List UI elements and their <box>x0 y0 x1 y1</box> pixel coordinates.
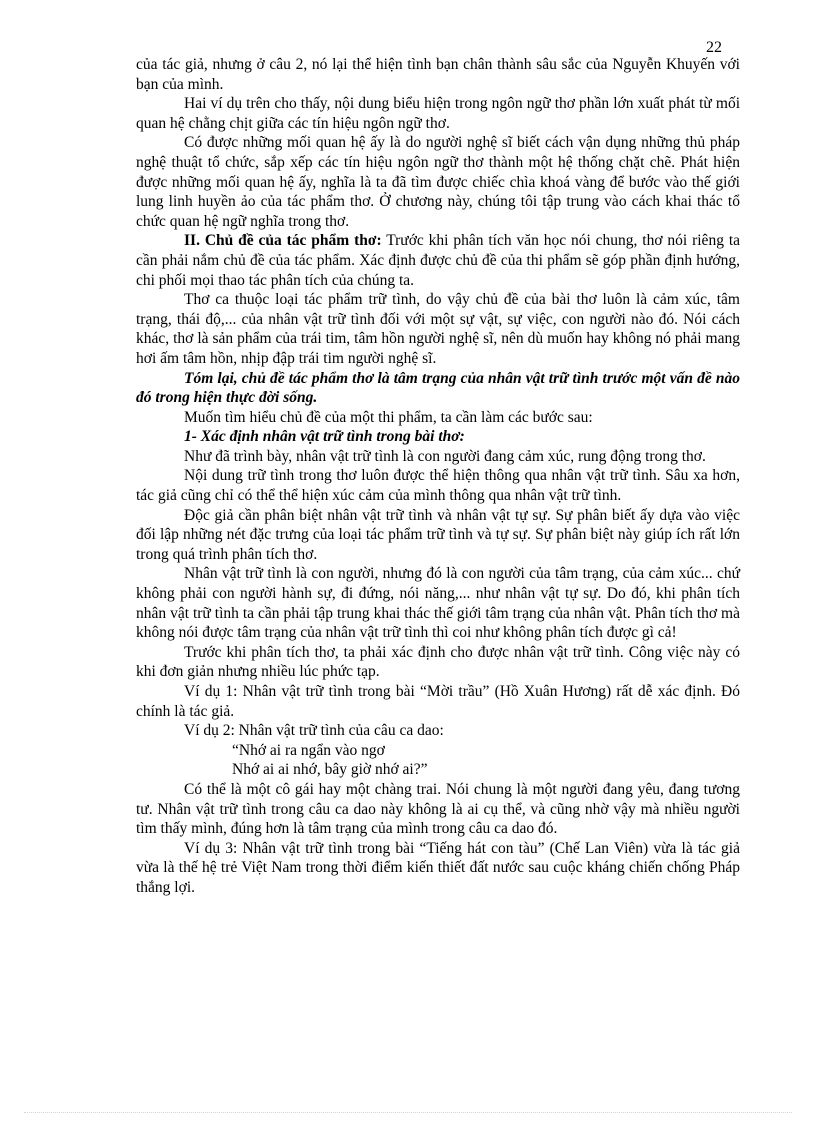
paragraph: Như đã trình bày, nhân vật trữ tình là con người đang cảm xúc, rung động trong thơ. <box>184 447 706 465</box>
page-bottom-divider <box>24 1112 792 1113</box>
verse-line: Nhớ ai ai nhớ, bây giờ nhớ ai?” <box>232 761 428 779</box>
paragraph: Hai ví dụ trên cho thấy, nội dung biểu hiện trong ngôn ngữ thơ phần lớn xuất phát từ mối quan hệ chằng chịt giữa các tín hiệu ngôn ngữ thơ. <box>136 95 740 132</box>
verse-line: “Nhớ ai ra ngẩn vào ngơ <box>232 741 385 759</box>
paragraph: Nhân vật trữ tình là con người, nhưng đó là con người của tâm trạng, của cảm xúc... chứ không phải con người hành sự, đi đứng, nói năng,... như nhân vật tự sự. Do đó, khi phân tích nhân vật trữ tình ta cần phải tập trung khai thác thế giới tâm trạng của nhân vật. Phân tích thơ mà không nói được tâm trạng của nhân vật trữ tình thì coi như không phân tích được gì cả! <box>136 565 740 642</box>
section-paragraph <box>136 231 740 290</box>
body-text <box>136 55 740 898</box>
summary-statement: Tóm lại, chủ đề tác phẩm thơ là tâm trạng của nhân vật trữ tình trước một vấn đề nào đó trong hiện thực đời sống. <box>136 369 740 407</box>
paragraph: Nội dung trữ tình trong thơ luôn được thể hiện thông qua nhân vật trữ tình. Sâu xa hơn, tác giả cũng chỉ có thể thể hiện xúc cảm của mình thông qua nhân vật trữ tình. <box>136 467 740 505</box>
page-number: 22 <box>706 39 722 56</box>
paragraph: Thơ ca thuộc loại tác phẩm trữ tình, do vậy chủ đề của bài thơ luôn là cảm xúc, tâm trạng, thái độ,... của nhân vật trữ tình đối với một sự vật, sự việc, con người nào đó. Nói cách khác, thơ là sản phẩm của trái tim, tâm hồn người nghệ sĩ, nên dù muốn hay không nó phải mang hơi ấm tâm hồn, nhịp đập trái tim người nghệ sĩ. <box>136 291 740 367</box>
paragraph: Có thể là một cô gái hay một chàng trai. Nói chung là một người đang yêu, đang tương tư. Nhân vật trữ tình trong câu ca dao này không là ai cụ thể, và cũng nhờ vậy mà nhiều người tìm thấy mình, đúng hơn là tâm trạng của mình trong câu ca dao đó. <box>136 780 740 838</box>
paragraph: Có được những mối quan hệ ấy là do người nghệ sĩ biết cách vận dụng những thủ pháp nghệ thuật tổ chức, sắp xếp các tín hiệu ngôn ngữ thơ thành một hệ thống chặt chẽ. Phát hiện được những mối quan hệ ấy, nghĩa là ta đã tìm được chiếc chìa khoá vàng để bước vào thế giới lung linh huyền ảo của tác phẩm thơ. Ở chương này, chúng tôi tập trung vào cách khai thác tổ chức quan hệ ngữ nghĩa trong thơ. <box>136 134 740 230</box>
section-intro-text: Trước khi phân tích văn học nói chung, thơ nói riêng ta cần phải nắm chủ đề của tác phẩm. Xác định được chủ đề của thi phẩm sẽ góp phần định hướng, chi phối mọi thao tác phân tích của chúng ta. <box>136 232 741 289</box>
paragraph: Trước khi phân tích thơ, ta phải xác định cho được nhân vật trữ tình. Công việc này có khi đơn giản nhưng nhiều lúc phức tạp. <box>136 643 740 681</box>
step-heading: 1- Xác định nhân vật trữ tình trong bài thơ: <box>184 428 465 446</box>
paragraph-continued: của tác giả, nhưng ở câu 2, nó lại thể hiện tình bạn chân thành sâu sắc của Nguyễn Khuyến với bạn của mình. <box>136 56 740 93</box>
example-paragraph: Ví dụ 2: Nhân vật trữ tình của câu ca dao: <box>184 722 444 740</box>
paragraph: Muốn tìm hiểu chủ đề của một thi phẩm, ta cần làm các bước sau: <box>184 408 593 426</box>
section-heading: II. Chủ đề của tác phẩm thơ: <box>184 232 382 250</box>
paragraph: Độc giả cần phân biệt nhân vật trữ tình và nhân vật tự sự. Sự phân biết ấy dựa vào việc đối lập những nét đặc trưng của loại tác phẩm trữ tình và tự sự. Sự phân biệt này giúp ích rất lớn trong quá trình phân tích thơ. <box>136 506 740 563</box>
example-paragraph: Ví dụ 1: Nhân vật trữ tình trong bài “Mời trầu” (Hồ Xuân Hương) rất dễ xác định. Đó chính là tác giả. <box>136 683 740 720</box>
example-paragraph: Ví dụ 3: Nhân vật trữ tình trong bài “Tiếng hát con tàu” (Chế Lan Viên) vừa là tác giả vừa là thế hệ trẻ Việt Nam trong thời điểm kiến thiết đất nước sau cuộc kháng chiến chống Pháp thắng lợi. <box>136 839 740 896</box>
